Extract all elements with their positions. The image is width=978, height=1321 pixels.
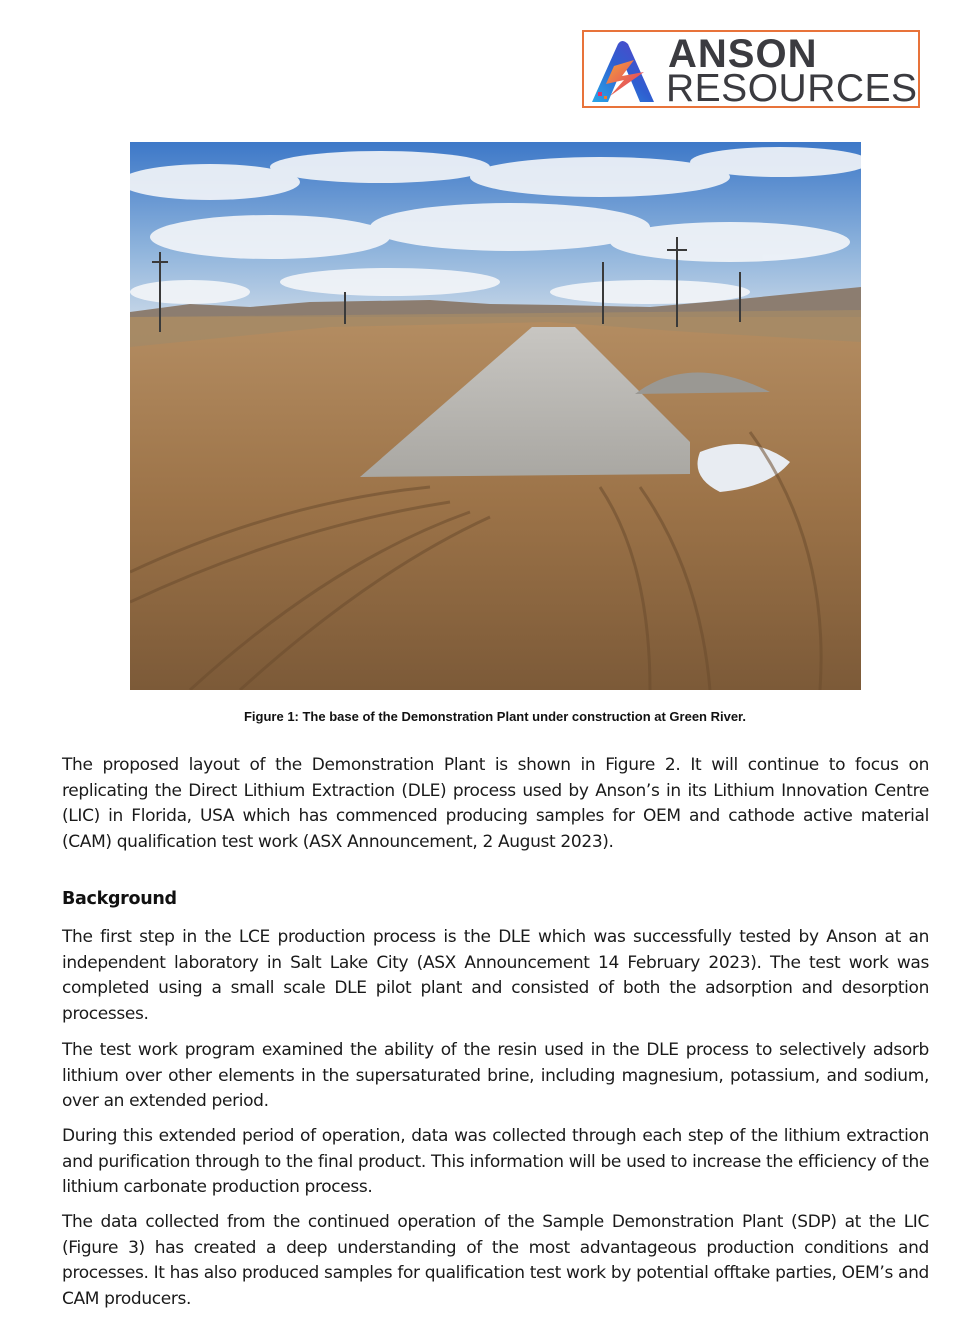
construction-site-photo [130,142,861,690]
figure-caption: Figure 1: The base of the Demonstration Plant under construction at Green River. [243,709,747,724]
logo-word-anson: ANSON [668,32,818,76]
background-paragraph-3: During this extended period of operation, data was collected through each step of the lithium extraction and purification through to the final product. This information will be used to increase the efficiency of the lithium carbonate production process. [62,1126,929,1197]
background-heading: Background [62,889,177,909]
background-paragraph-4: The data collected from the continued operation of the Sample Demonstration Plant (SDP) at the LIC (Figure 3) has created a deep understanding of the most advantageous production conditions and processes. It has also produced samples for qualification test work by potential offtake parties, OEM’s and CAM producers. [62,1212,929,1309]
background-paragraph-2: The test work program examined the ability of the resin used in the DLE process to selectively adsorb lithium over other elements in the supersaturated brine, including magnesium, potassium, and sodium, over an extended period. [62,1040,929,1111]
logo-word-resources: RESOURCES [666,67,918,110]
company-logo [582,30,920,108]
background-paragraph-1: The first step in the LCE production process is the DLE which was successfully tested by Anson at an independent laboratory in Salt Lake City (ASX Announcement 14 February 2023). The test work was completed using a small scale DLE pilot plant and consisted of both the adsorption and desorption processes. [62,927,929,1024]
anson-logo-mark-icon [588,36,666,106]
intro-paragraph: The proposed layout of the Demonstration Plant is shown in Figure 2. It will continue to focus on replicating the Direct Lithium Extraction (DLE) process used by Anson’s in its Lithium Innovation Centre (LIC) in Florida, USA which has commenced producing samples for OEM and cathode active material (CAM) qualification test work (ASX Announcement, 2 August 2023). [62,755,929,852]
